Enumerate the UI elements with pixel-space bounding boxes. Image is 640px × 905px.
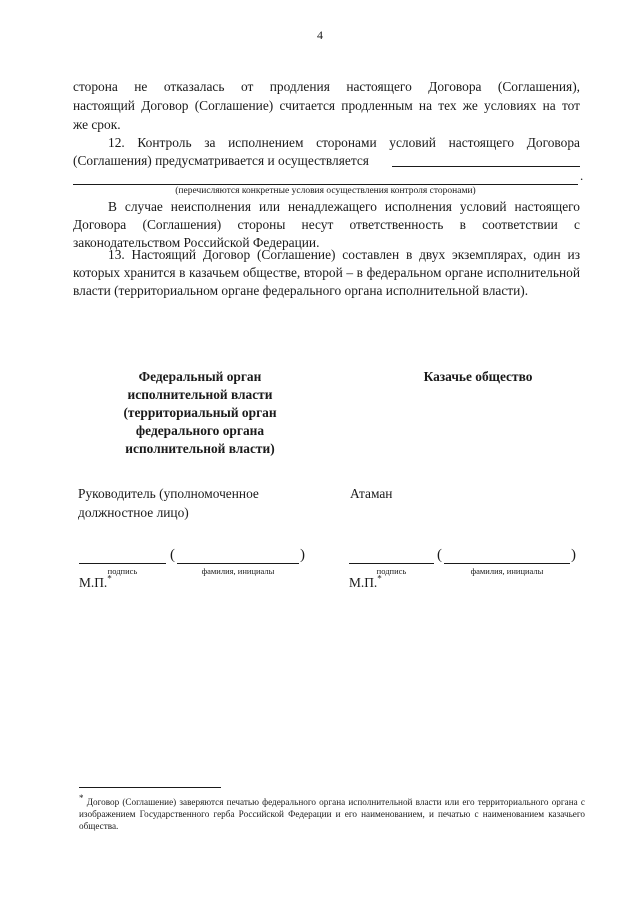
right-name-label: фамилия, инициалы: [470, 566, 544, 576]
federal-organ-heading-line: (территориальный орган: [123, 405, 277, 420]
right-stamp-placeholder: [349, 575, 382, 591]
right-close-paren: ): [571, 547, 576, 563]
left-name-field[interactable]: [177, 563, 299, 564]
paragraph-12-line-2-text: (Соглашения) предусматривается и осуществляется: [73, 153, 369, 168]
right-signature-label: подпись: [376, 566, 407, 576]
cossack-society-heading: Казачье общество: [423, 369, 533, 384]
federal-organ-heading-line: исполнительной власти): [125, 441, 275, 456]
paragraph-13: 13. Настоящий Договор (Соглашение) составлен в двух экземплярах, один из которых хранится в казачьем обществе, второй – в федеральном органе исполнительной власти (территориальном органе федерального органа исполнительной власти).: [73, 247, 580, 298]
end-dot: .: [580, 168, 584, 183]
paragraph-11-line-2: настоящий Договор (Соглашение) считается продленным на тех же условиях на тот: [73, 98, 580, 113]
paragraph-11-line-1: сторона не отказалась от продления настоящего Договора (Соглашения),: [73, 79, 580, 94]
control-conditions-field-1[interactable]: [392, 154, 580, 167]
left-close-paren: ): [300, 547, 305, 563]
left-signature-label: подпись: [107, 566, 138, 576]
footnote: [79, 792, 586, 832]
right-signature-field[interactable]: [349, 563, 434, 564]
paragraph-11-line-3: же срок.: [73, 117, 121, 132]
right-open-paren: (: [437, 547, 442, 563]
stamp-text: М.П.: [349, 575, 378, 590]
stamp-text: М.П.: [79, 575, 108, 590]
page-number: 4: [317, 28, 323, 42]
footnote-mark: *: [79, 792, 84, 803]
paragraph-12-line-1: 12. Контроль за исполнением сторонами условий настоящего Договора: [108, 135, 580, 150]
federal-organ-heading-line: Федеральный орган: [138, 369, 262, 384]
control-conditions-field-2[interactable]: [73, 172, 578, 185]
federal-organ-heading-line: исполнительной власти: [127, 387, 273, 402]
footnote-mark: *: [377, 573, 382, 584]
footnote-separator: [79, 787, 221, 788]
left-signature-field[interactable]: [79, 563, 166, 564]
liability-paragraph: В случае неисполнения или ненадлежащего исполнения условий настоящего Договора (Соглашения) стороны несут ответственность в соответствии с законодательством Российской Федерации.: [73, 199, 580, 250]
left-stamp-placeholder: [79, 575, 112, 591]
control-conditions-hint: (перечисляются конкретные условия осуществления контроля сторонами): [175, 186, 476, 196]
federal-organ-heading-line: федерального органа: [135, 423, 265, 438]
right-signer-title: Атаман: [350, 486, 393, 501]
footnote-mark: *: [107, 573, 112, 584]
left-name-label: фамилия, инициалы: [201, 566, 275, 576]
footnote-text: Договор (Соглашение) заверяются печатью федерального органа исполнительной власти или его территориального органа с изображением Государственного герба Российской Федерации и его наименованием, и печатью с наименованием казачьего общества.: [79, 797, 586, 831]
right-name-field[interactable]: [444, 563, 570, 564]
left-signer-title: Руководитель (уполномоченное должностное лицо): [78, 486, 259, 520]
left-open-paren: (: [170, 547, 175, 563]
federal-organ-heading: [100, 368, 300, 458]
